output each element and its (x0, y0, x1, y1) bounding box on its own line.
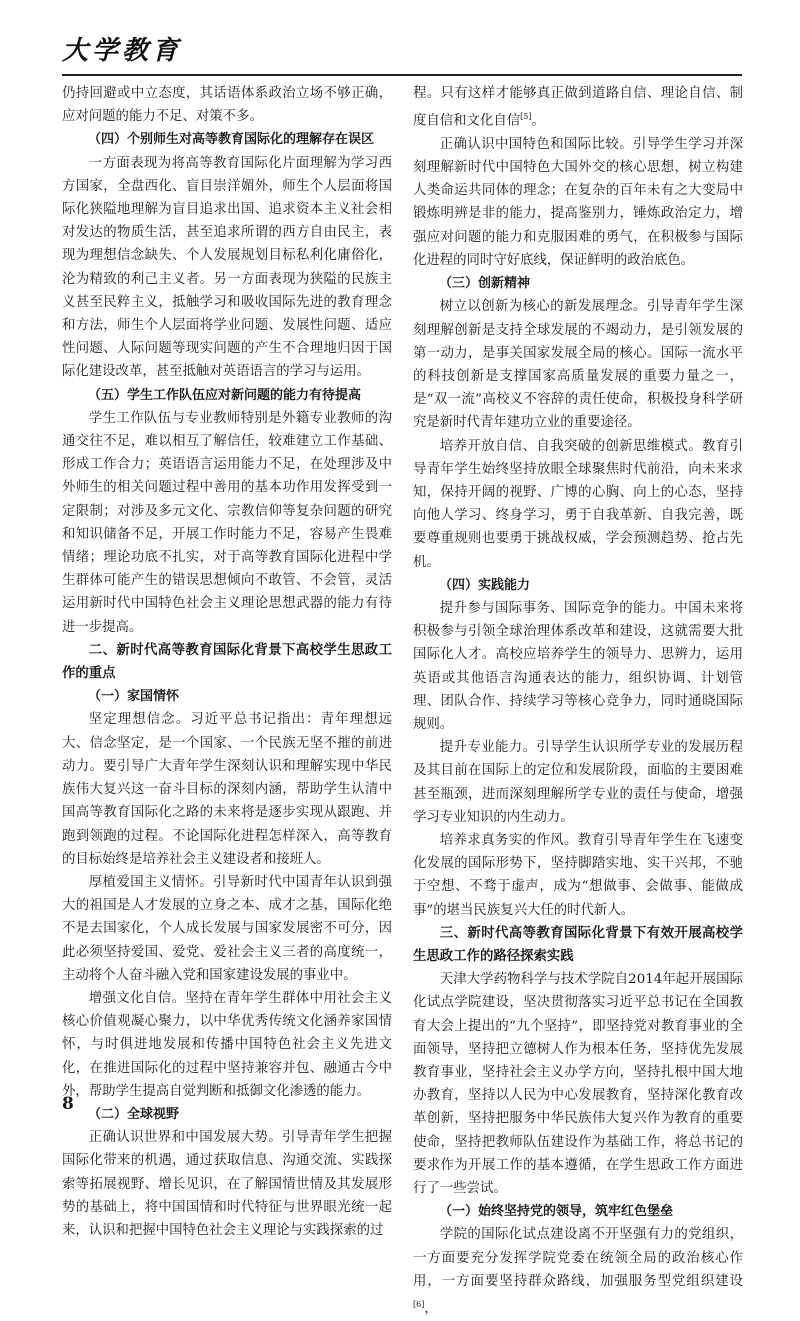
paragraph-text: 学院的国际化试点建设离不开坚强有力的党组织，一方面要充分发挥学院党委在统领全局的政治核心作用，一方面要坚持群众路线，加强服务型党组织建设 (413, 1227, 743, 1289)
paragraph-text: 程。只有这样才能够真正做到道路自信、理论自信、制度自信和文化自信 (413, 86, 743, 129)
paragraph: 提升专业能力。引导学生认识所学专业的发展历程及其目前在国际上的定位和发展阶段，面临的主要困难甚至瓶颈，进而深刻理解所学专业的责任与使命，增强学习专业知识的内生动力。 (413, 740, 743, 825)
paragraph (413, 82, 743, 133)
paragraph-text: ， (424, 1301, 438, 1317)
paragraph (413, 1223, 743, 1320)
citation-ref: [5] (520, 112, 532, 122)
section-heading: 三、新时代高等教育国际化背景下有效开展高校学生思政工作的路径探索实践 (413, 925, 743, 964)
paragraph: 增强文化自信。坚持在青年学生群体中用社会主义核心价值观凝心聚力，以中华优秀传统文化涵养家国情怀，与时俱进地发展和传播中国特色社会主义先进文化，在推进国际化的过程中坚持兼容并包、融通古今中外，帮助学生提高自觉判断和抵御文化渗透的能力。 (62, 990, 392, 1099)
paragraph: 坚定理想信念。习近平总书记指出：青年理想远大、信念坚定，是一个国家、一个民族无坚不摧的前进动力。要引导广大青年学生深刻认识和理解实现中华民族伟大复兴这一奋斗目标的深刻内涵，帮助学生认清中国高等教育国际化之路的未来将是逐步实现从跟跑、并跑到领跑的过程。不论国际化进程怎样深入，高等教育的目标始终是培养社会主义建设者和接班人。 (62, 712, 392, 867)
subsection-heading: （二）全球视野 (88, 1106, 180, 1122)
paragraph: 厚植爱国主义情怀。引导新时代中国青年认识到强大的祖国是人才发展的立身之本、成才之基，国际化绝不是去国家化，个人成长发展与国家发展密不可分，因此必须坚持爱国、爱党、爱社会主义三者的高度统一，主动将个人奋斗融入党和国家建设发展的事业中。 (62, 874, 392, 983)
subsection-heading: （四）实践能力 (439, 577, 531, 593)
paragraph: 培养求真务实的作风。教育引导青年学生在飞速变化发展的国际形势下，坚持脚踏实地、实干兴邦，不驰于空想、不骛于虚声，成为“想做事、会做事、能做成事”的堪当民族复兴大任的时代新人。 (413, 832, 743, 918)
paragraph: 学生工作队伍与专业教师特别是外籍专业教师的沟通交往不足，难以相互了解信任，较难建立工作基础、形成工作合力；英语语言运用能力不足，在处理涉及中外师生的相关问题过程中善用的基本功作用发挥受到一定限制；对涉及多元文化、宗教信仰等复杂问题的研究和知识储备不足，开展工作时能力不足，容易产生畏难情绪；理论功底不扎实，对于高等教育国际化进程中学生群体可能产生的错误思想倾向不敢管、不会管，灵活运用新时代中国特色社会主义理论思想武器的能力有待进一步提高。 (62, 410, 392, 635)
paragraph: 提升参与国际事务、国际竞争的能力。中国未来将积极参与引领全球治理体系改革和建设，这就需要大批国际化人才。高校应培养学生的领导力、思辨力，运用英语或其他语言沟通表达的能力，组织协调、计划管理、团队合作、持续学习等核心竞争力，同时通晓国际规则。 (413, 600, 743, 732)
paragraph: 正确认识世界和中国发展大势。引导青年学生把握国际化带来的机遇，通过获取信息、沟通交流、实践探索等拓展视野、增长见识，在了解国情世情及其发展形势的基础上，将中国国情和时代特征与世界眼光统一起来，认识和把握中国特色社会主义理论与实践探索的过 (62, 1130, 392, 1238)
paragraph-text: 。 (531, 113, 545, 129)
paragraph: 培养开放自信、自我突破的创新思维模式。教育引导青年学生始终坚持放眼全球聚焦时代前沿，向未来求知，保持开阔的视野、广博的心胸、向上的心态，坚持向他人学习、终身学习，勇于自我革新、自我完善，既要尊重规则也要勇于挑战权威，学会预测趋势、抢占先机。 (413, 438, 743, 570)
paragraph: 树立以创新为核心的新发展理念。引导青年学生深刻理解创新是支持全球发展的不竭动力，是引领发展的第一动力，是事关国家发展全局的核心。国际一流水平的科技创新是支撑国家高质量发展的重要力量之一，是“双一流”高校义不容辞的责任使命，积极投身科学研究是新时代青年建功立业的重要途径。 (413, 299, 743, 431)
subsection-heading: （四）个别师生对高等教育国际化的理解存在误区 (88, 132, 375, 148)
page-number: 8 (62, 1094, 74, 1114)
paragraph: 天津大学药物科学与技术学院自2014年起开展国际化试点学院建设，坚决贯彻落实习近平总书记在全国教育大会上提出的“九个坚持”，即坚持党对教育事业的全面领导，坚持把立德树人作为根本任务，坚持优先发展教育事业，坚持社会主义办学方向，坚持扎根中国大地办教育，坚持以人民为中心发展教育，坚持深化教育改革创新，坚持把服务中华民族伟大复兴作为教育的重要使命，坚持把教师队伍建设作为基础工作，将总书记的要求作为开展工作的基本遵循，在学生思政工作方面进行了一些尝试。 (413, 972, 743, 1197)
subsection-heading: （三）创新精神 (439, 276, 531, 292)
section-heading: 二、新时代高等教育国际化背景下高校学生思政工作的重点 (62, 642, 392, 682)
citation-ref: [6] (413, 1300, 425, 1310)
left-column (62, 82, 392, 1238)
paragraph: 仍持回避或中立态度，其话语体系政治立场不够正确，应对问题的能力不足、对策不多。 (62, 86, 392, 125)
paragraph: 一方面表现为将高等教育国际化片面理解为学习西方国家，全盘西化、盲目崇洋媚外，师生个人层面将国际化狭隘地理解为盲目追求出国、追求资本主义社会相对发达的物质生活，甚至追求所谓的西方自由民主，表现为理想信念缺失、个人发展规划目标私利化庸俗化，沦为精致的利己主义者。另一方面表现为狭隘的民族主义甚至民粹主义，抵触学习和吸收国际先进的教育理念和方法，师生个人层面将学业问题、发展性问题、适应性问题、人际问题等现实问题的产生不合理地归因于国际化建设改革，甚至抵触对英语语言的学习与运用。 (62, 155, 392, 380)
header-rule (62, 74, 742, 76)
right-column (413, 82, 743, 1317)
subsection-heading: （一）始终坚持党的领导，筑牢红色堡垒 (439, 1204, 674, 1220)
journal-masthead: 大学教育 (62, 36, 183, 66)
subsection-heading: （一）家国情怀 (88, 689, 180, 705)
paragraph: 正确认识中国特色和国际比较。引导学生学习并深刻理解新时代中国特色大国外交的核心思想，树立构建人类命运共同体的理念；在复杂的百年未有之大变局中锻炼明辨是非的能力，提高鉴别力，锤炼政治定力，增强应对问题的能力和克服困难的勇气，在积极参与国际化进程的同时守好底线，保证鲜明的政治底色。 (413, 136, 743, 268)
subsection-heading: （五）学生工作队伍应对新问题的能力有待提高 (88, 387, 362, 403)
